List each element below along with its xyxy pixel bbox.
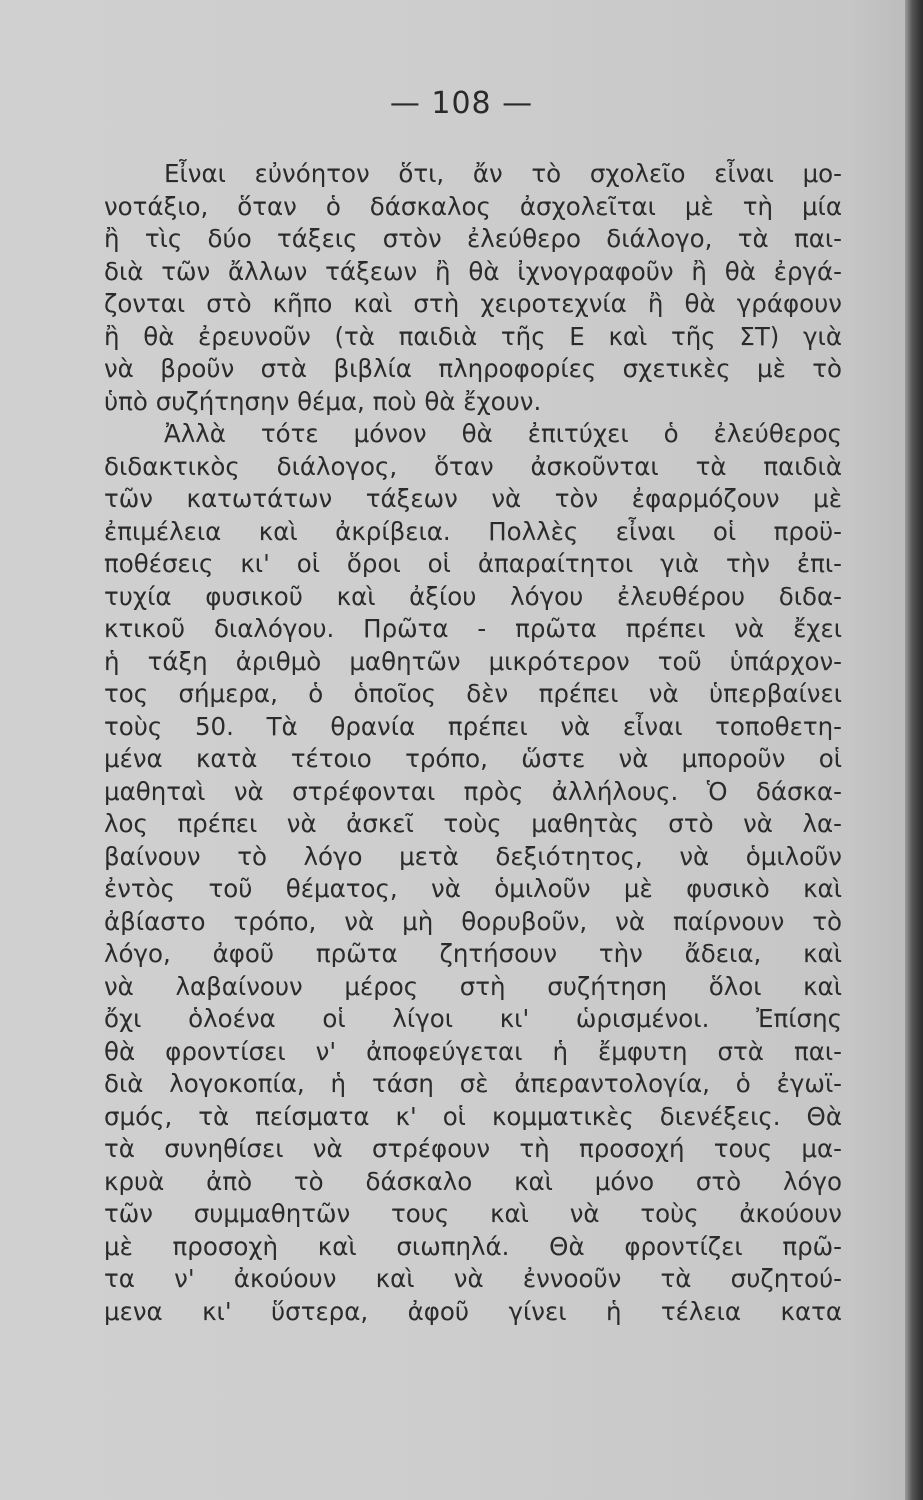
text-line: μένα κατὰ τέτοιο τρόπο, ὥστε νὰ μποροῦν οἱ	[104, 744, 842, 773]
text-line: βαίνουν τὸ λόγο μετὰ δεξιότητος, νὰ ὁμιλοῦν	[104, 841, 842, 871]
text-line: θὰ φροντίσει ν' ἀποφεύγεται ἡ ἔμφυτη στὰ παι-	[104, 1036, 842, 1066]
text-line: ἀβίαστο τρόπο, νὰ μὴ θορυβοῦν, νὰ παίρνουν τὸ	[104, 906, 842, 936]
text-line: διδακτικὸς διάλογος, ὅταν ἀσκοῦνται τὰ παιδιὰ	[104, 451, 842, 481]
text-line: ἐπιμέλεια καὶ ἀκρίβεια. Πολλὲς εἶναι οἱ προϋ-	[104, 516, 842, 546]
text-line: Ἀλλὰ τότε μόνον θὰ ἐπιτύχει ὁ ἐλεύθερος	[164, 419, 842, 448]
text-line: ἢ τὶς δύο τάξεις στὸν ἐλεύθερο διάλογο, τὰ παι-	[104, 224, 842, 253]
book-spine-shadow	[905, 0, 923, 1500]
text-line: τος σήμερα, ὁ ὁποῖος δὲν πρέπει νὰ ὑπερβαίνει	[104, 679, 842, 708]
text-line: ἢ θὰ ἐρευνοῦν (τὰ παιδιὰ τῆς Ε καὶ τῆς ΣΤ) γιὰ	[104, 321, 842, 351]
text-line: λος πρέπει νὰ ἀσκεῖ τοὺς μαθητὰς στὸ νὰ λα-	[104, 809, 842, 838]
text-line: νοτάξιο, ὅταν ὁ δάσκαλος ἀσχολεῖται μὲ τὴ μία	[104, 191, 842, 221]
page-number: — 108 —	[389, 86, 534, 121]
text-line: σμός, τὰ πείσματα κ' οἱ κομματικὲς διενέξεις. Θὰ	[104, 1101, 842, 1131]
text-line: κτικοῦ διαλόγου. Πρῶτα - πρῶτα πρέπει νὰ ἔχει	[104, 614, 842, 643]
text-line: λόγο, ἀφοῦ πρῶτα ζητήσουν τὴν ἄδεια, καὶ	[104, 939, 842, 968]
text-line: ὄχι ὁλοένα οἱ λίγοι κι' ὡρισμένοι. Ἐπίσης	[104, 1004, 842, 1033]
text-line: μενα κι' ὕστερα, ἀφοῦ γίνει ἡ τέλεια κατα	[104, 1296, 842, 1326]
text-line: τοὺς 50. Τὰ θρανία πρέπει νὰ εἶναι τοποθετη-	[104, 711, 842, 741]
text-line: διὰ τῶν ἄλλων τάξεων ἢ θὰ ἰχνογραφοῦν ἢ θὰ ἐργά-	[104, 256, 842, 286]
text-line: μαθηταὶ νὰ στρέφονται πρὸς ἀλλήλους. Ὁ δάσκα-	[104, 776, 842, 806]
text-line: νὰ βροῦν στὰ βιβλία πληροφορίες σχετικὲς μὲ τὸ	[104, 354, 842, 383]
text-line: τῶν κατωτάτων τάξεων νὰ τὸν ἐφαρμόζουν μὲ	[104, 484, 842, 513]
text-line: κρυὰ ἀπὸ τὸ δάσκαλο καὶ μόνο στὸ λόγο	[104, 1166, 842, 1196]
text-line: τῶν συμμαθητῶν τους καὶ νὰ τοὺς ἀκούουν	[104, 1199, 842, 1228]
text-line: διὰ λογοκοπία, ἡ τάση σὲ ἀπεραντολογία, ὁ ἐγωϊ-	[104, 1069, 842, 1098]
text-line: τυχία φυσικοῦ καὶ ἀξίου λόγου ἐλευθέρου διδα-	[104, 581, 842, 611]
text-line: ἡ τάξη ἀριθμὸ μαθητῶν μικρότερον τοῦ ὑπάρχον-	[104, 646, 842, 676]
text-line: τὰ συνηθίσει νὰ στρέφουν τὴ προσοχή τους μα-	[104, 1134, 842, 1163]
text-line: νὰ λαβαίνουν μέρος στὴ συζήτηση ὅλοι καὶ	[104, 971, 842, 1001]
body-text	[104, 158, 842, 1328]
text-line: ἐντὸς τοῦ θέματος, νὰ ὁμιλοῦν μὲ φυσικὸ καὶ	[104, 874, 842, 903]
text-line: Εἶναι εὐνόητον ὅτι, ἄν τὸ σχολεῖο εἶναι μο-	[164, 159, 842, 188]
text-line: ποθέσεις κι' οἱ ὅροι οἱ ἀπαραίτητοι γιὰ τὴν ἐπι-	[104, 549, 842, 578]
text-line: ὑπὸ συζήτησην θέμα, ποὺ θὰ ἔχουν.	[104, 386, 542, 416]
text-line: τα ν' ἀκούουν καὶ νὰ ἐννοοῦν τὰ συζητού-	[104, 1264, 842, 1293]
text-line: ζονται στὸ κῆπο καὶ στὴ χειροτεχνία ἢ θὰ γράφουν	[104, 289, 842, 318]
text-line: μὲ προσοχὴ καὶ σιωπηλά. Θὰ φροντίζει πρῶ-	[104, 1231, 842, 1261]
